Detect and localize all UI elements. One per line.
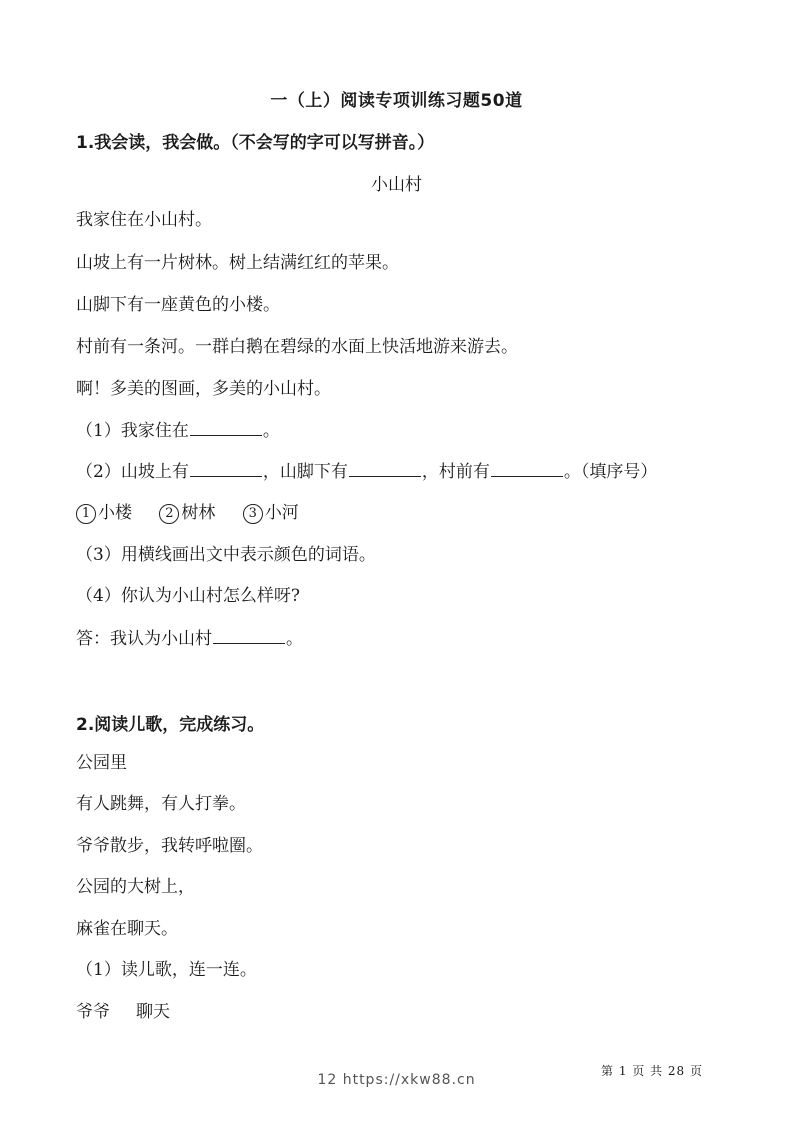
poem-line-5: 麻雀在聊天。 [76, 919, 178, 939]
match-left-item[interactable]: 爷爷 [76, 1002, 110, 1022]
sub-2-part-1: （2）山坡上有 [76, 462, 189, 482]
question-1-sub-3: （3）用横线画出文中表示颜色的词语。 [76, 545, 376, 565]
poem-line-1: 公园里 [76, 753, 127, 773]
match-row [76, 1000, 170, 1024]
question-1-sub-2 [76, 460, 657, 484]
watermark: 12 https://xkw88.cn [317, 1072, 476, 1088]
option-3 [243, 501, 299, 525]
question-1-sub-1 [76, 419, 280, 443]
poem-line-2: 有人跳舞，有人打拳。 [76, 794, 246, 814]
option-label: 小楼 [98, 503, 132, 523]
sub-1-text: （1）我家住在 [76, 421, 189, 441]
option-label: 小河 [264, 503, 299, 523]
poem-line-3: 爷爷散步，我转呼啦圈。 [76, 836, 263, 856]
circled-number: 3 [243, 504, 263, 524]
question-1-heading: 1.我会读，我会做。（不会写的字可以写拼音。） [76, 133, 435, 153]
circled-number: 1 [76, 504, 96, 524]
question-1-sub-4: （4）你认为小山村怎么样呀? [76, 586, 300, 606]
poem-line-4: 公园的大树上， [76, 877, 195, 897]
option-2 [159, 501, 215, 525]
page-number: 第 1 页 共 28 页 [601, 1064, 703, 1078]
question-2-heading: 2.阅读儿歌，完成练习。 [76, 715, 265, 735]
passage-line-3: 山脚下有一座黄色的小楼。 [76, 295, 280, 315]
passage-title: 小山村 [371, 175, 422, 195]
passage-line-5: 啊！多美的图画，多美的小山村。 [76, 379, 331, 399]
sub-2-part-3: ，村前有 [421, 462, 490, 482]
match-right-item[interactable]: 聊天 [136, 1002, 170, 1022]
passage-line-1: 我家住在小山村。 [76, 210, 212, 230]
answer-prefix: 答：我认为小山村 [76, 629, 212, 649]
answer-blank[interactable] [491, 460, 563, 477]
document-title: 一（上）阅读专项训练习题50道 [270, 91, 523, 111]
sub-2-part-2: ，山脚下有 [262, 462, 348, 482]
answer-end: 。 [286, 629, 303, 649]
sub-2-part-4: 。（填序号） [563, 462, 658, 482]
options-row [76, 501, 321, 525]
answer-line [76, 627, 303, 651]
circled-number: 2 [159, 504, 179, 524]
sub-1-end: 。 [262, 421, 280, 441]
question-2-sub-1: （1）读儿歌，连一连。 [76, 960, 257, 980]
option-label: 树林 [181, 503, 216, 523]
option-1 [76, 501, 132, 525]
answer-blank[interactable] [190, 419, 262, 436]
answer-blank[interactable] [190, 460, 262, 477]
passage-line-4: 村前有一条河。一群白鹅在碧绿的水面上快活地游来游去。 [76, 337, 518, 357]
answer-blank[interactable] [349, 460, 421, 477]
answer-blank[interactable] [213, 627, 285, 644]
passage-line-2: 山坡上有一片树林。树上结满红红的苹果。 [76, 253, 399, 273]
